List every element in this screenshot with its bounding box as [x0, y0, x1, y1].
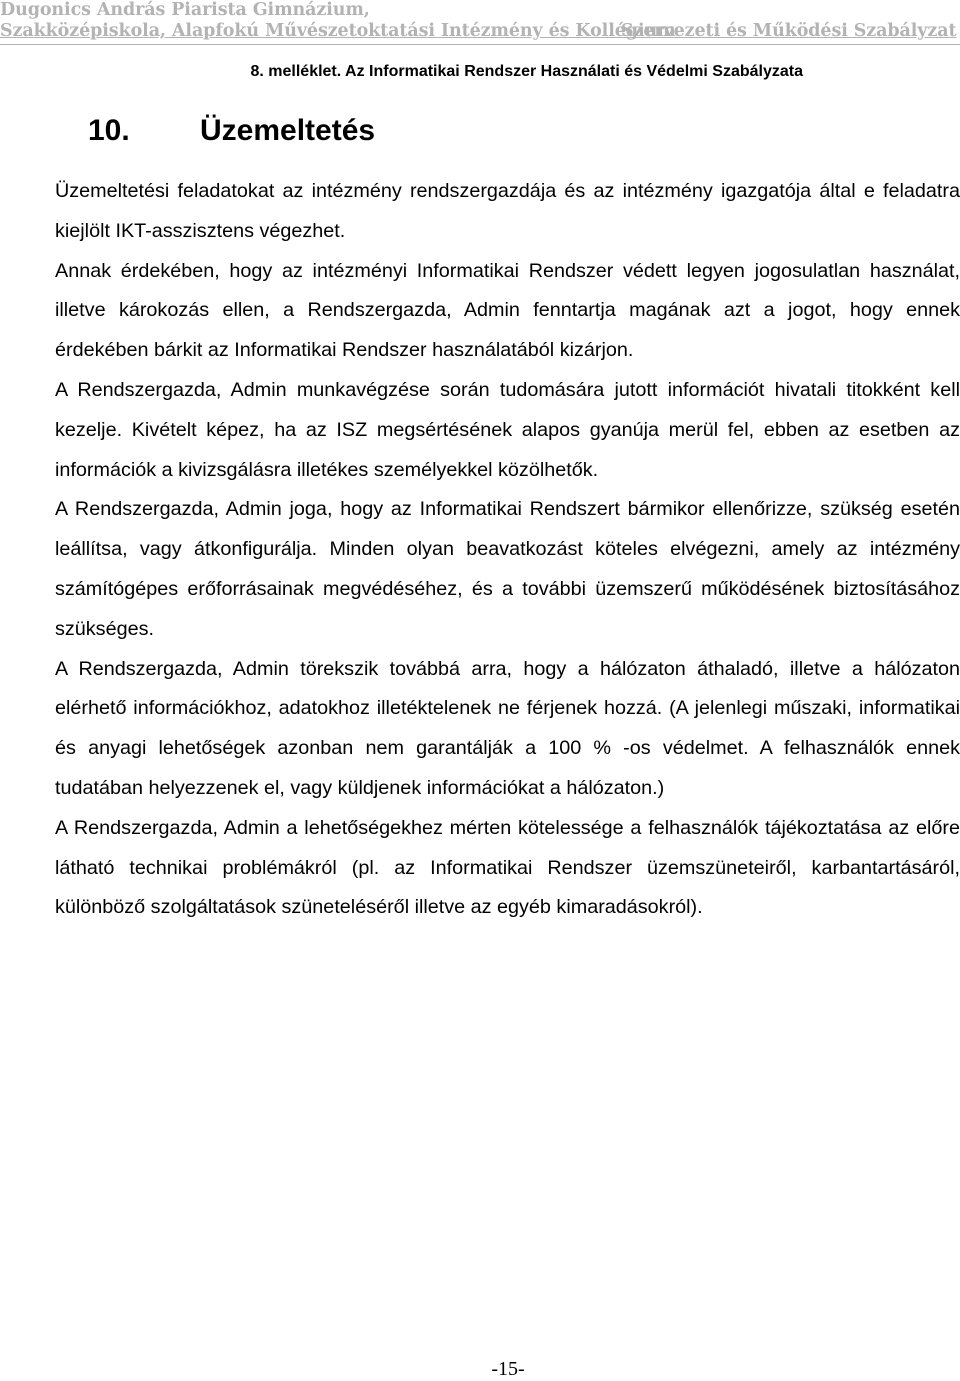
paragraph: Annak érdekében, hogy az intézményi Informatikai Rendszer védett legyen jogosulatlan használat, illetve károkozás ellen, a Rendszergazda, Admin fenntartja magának azt a jogot, hogy ennek érdekében bárkit az Informatikai Rendszer használatából kizárjon.: [55, 259, 960, 362]
annex-title: 8. melléklet. Az Informatikai Rendszer Használati és Védelmi Szabályzata: [250, 63, 803, 80]
header-institution-name: Dugonics András Piarista Gimnázium,: [0, 0, 370, 20]
section-title: Üzemeltetés: [200, 114, 376, 147]
body-text: [55, 172, 960, 928]
section-heading: [88, 114, 375, 148]
header-second-line: [0, 21, 957, 41]
header-institution-types: Szakközépiskola, Alapfokú Művészetoktatási Intézmény és Kollégium: [0, 21, 676, 41]
paragraph: Üzemeltetési feladatokat az intézmény rendszergazdája és az intézmény igazgatója által e feladatra kiejlölt IKT-asszisztens végezhet.: [55, 180, 960, 242]
page-header: [0, 0, 960, 46]
paragraph: A Rendszergazda, Admin munkavégzése során tudomására jutott információt hivatali titokként kell kezelje. Kivételt képez, ha az ISZ megsértésének alapos gyanúja merül fel, ebben az esetben az információk a kivizsgálásra illetékes személyekkel közölhetők.: [55, 378, 960, 481]
paragraph: A Rendszergazda, Admin a lehetőségekhez mérten kötelessége a felhasználók tájékoztatása az előre látható technikai problémákról (pl. az Informatikai Rendszer üzemszüneteiről, karbantartásáról, különböző szolgáltatások szüneteléséről illetve az egyéb kimaradásokról).: [55, 816, 960, 919]
section-number: 10.: [88, 114, 130, 147]
page-number: -15-: [491, 1358, 525, 1380]
paragraph: A Rendszergazda, Admin joga, hogy az Informatikai Rendszert bármikor ellenőrizze, szükség esetén leállítsa, vagy átkonfigurálja. Minden olyan beavatkozást köteles elvégezni, amely az intézmény számítógépes erőforrásainak megvédéséhez, és a további üzemszerű működésének biztosításához szükséges.: [55, 498, 960, 640]
header-divider: [0, 44, 960, 45]
header-document-type: Szervezeti és Működési Szabályzat: [621, 21, 957, 41]
paragraph: A Rendszergazda, Admin törekszik továbbá arra, hogy a hálózaton áthaladó, illetve a hálózaton elérhető információkhoz, adatokhoz illetéktelenek ne férjenek hozzá. (A jelenlegi műszaki, informatikai és anyagi lehetőségek azonban nem garantálják a 100 % -os védelmet. A felhasználók ennek tudatában helyezzenek el, vagy küldjenek információkat a hálózaton.): [55, 657, 960, 799]
